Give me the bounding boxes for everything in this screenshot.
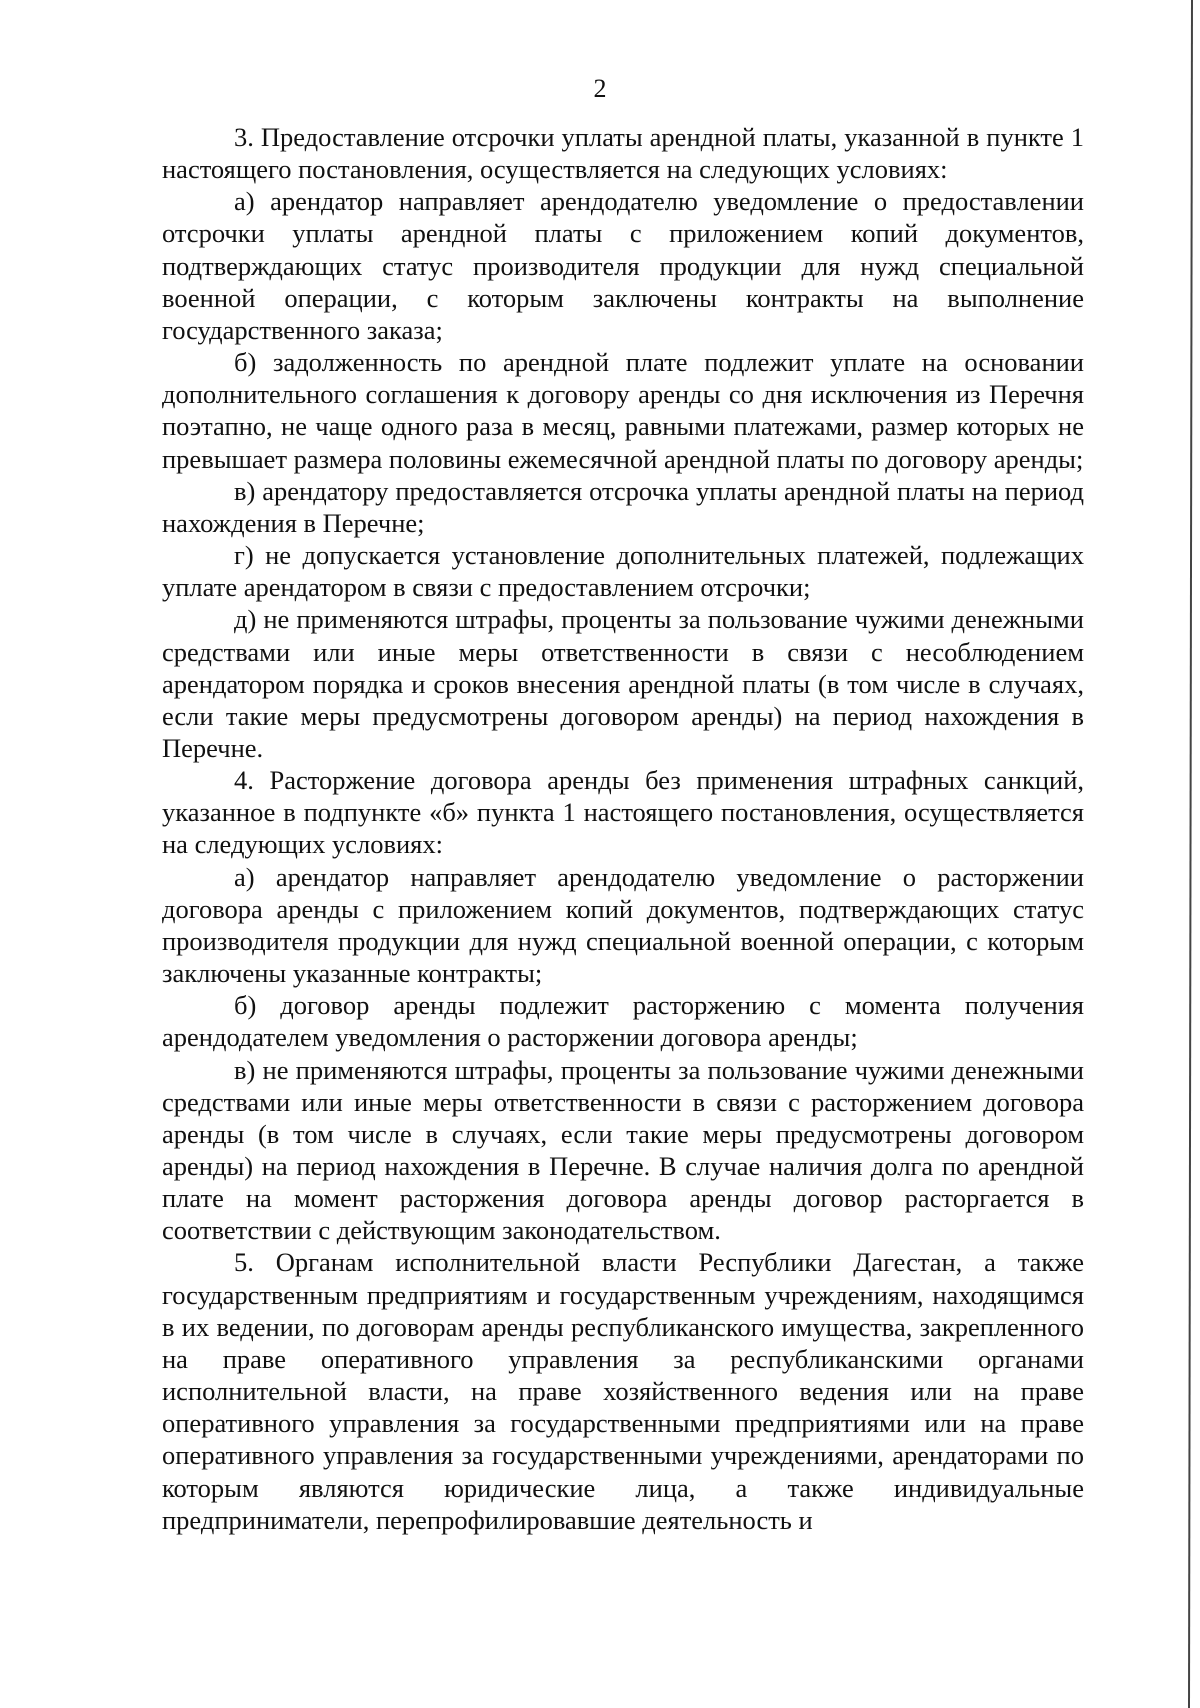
paragraph-3: 3. Предоставление отсрочки уплаты арендной платы, указанной в пункте 1 настоящего постановления, осуществляется на следующих условиях: — [162, 122, 1084, 185]
paragraph-4v: в) не применяются штрафы, проценты за пользование чужими денежными средствами или иные меры ответственности в связи с расторжением договора аренды (в том числе в случаях, если такие меры предусмотрены договором аренды) на период нахождения в Перечне. В случае наличия долга по арендной плате на момент расторжения договора аренды договор расторгается в соответствии с действующим законодательством. — [162, 1054, 1084, 1246]
paragraph-4a: а) арендатор направляет арендодателю уведомление о расторжении договора аренды с приложением копий документов, подтверждающих статус производителя продукции для нужд специальной военной операции, с которым заключены указанные контракты; — [162, 861, 1084, 989]
document-body — [162, 121, 1084, 1536]
paragraph-5: 5. Органам исполнительной власти Республики Дагестан, а также государственным предприятиям и государственным учреждениям, находящимся в их ведении, по договорам аренды республиканского имущества, закрепленного на праве оперативного управления за республиканскими органами исполнительной власти, на праве хозяйственного ведения или на праве оперативного управления за государственными предприятиями или на праве оперативного управления за государственными учреждениями, арендаторами по которым являются юридические лица, а также индивидуальные предприниматели, перепрофилировавшие деятельность и — [162, 1247, 1084, 1535]
paragraph-3a: а) арендатор направляет арендодателю уведомление о предоставлении отсрочки уплаты арендной платы с приложением копий документов, подтверждающих статус производителя продукции для нужд специальной военной операции, с которым заключены контракты на выполнение государственного заказа; — [162, 186, 1084, 345]
paragraph-3g: г) не допускается установление дополнительных платежей, подлежащих уплате арендатором в связи с предоставлением отсрочки; — [162, 540, 1084, 603]
paragraph-3b: б) задолженность по арендной плате подлежит уплате на основании дополнительного соглашения к договору аренды со дня исключения из Перечня поэтапно, не чаще одного раза в месяц, равными платежами, размер которых не превышает размера половины ежемесячной арендной платы по договору аренды; — [162, 347, 1084, 474]
page-number: 2 — [593, 74, 607, 103]
paragraph-3d: д) не применяются штрафы, проценты за пользование чужими денежными средствами или иные меры ответственности в связи с несоблюдением арендатором порядка и сроков внесения арендной платы (в том числе в случаях, если такие меры предусмотрены договором аренды) на период нахождения в Перечне. — [162, 604, 1084, 763]
paragraph-4: 4. Расторжение договора аренды без применения штрафных санкций, указанное в подпункте «б» пункта 1 настоящего постановления, осуществляется на следующих условиях: — [162, 765, 1084, 860]
paragraph-3v: в) арендатору предоставляется отсрочка уплаты арендной платы на период нахождения в Перечне; — [162, 475, 1084, 538]
paragraph-4b: б) договор аренды подлежит расторжению с момента получения арендодателем уведомления о расторжении договора аренды; — [162, 990, 1084, 1053]
scan-edge-line — [1189, 0, 1192, 1708]
